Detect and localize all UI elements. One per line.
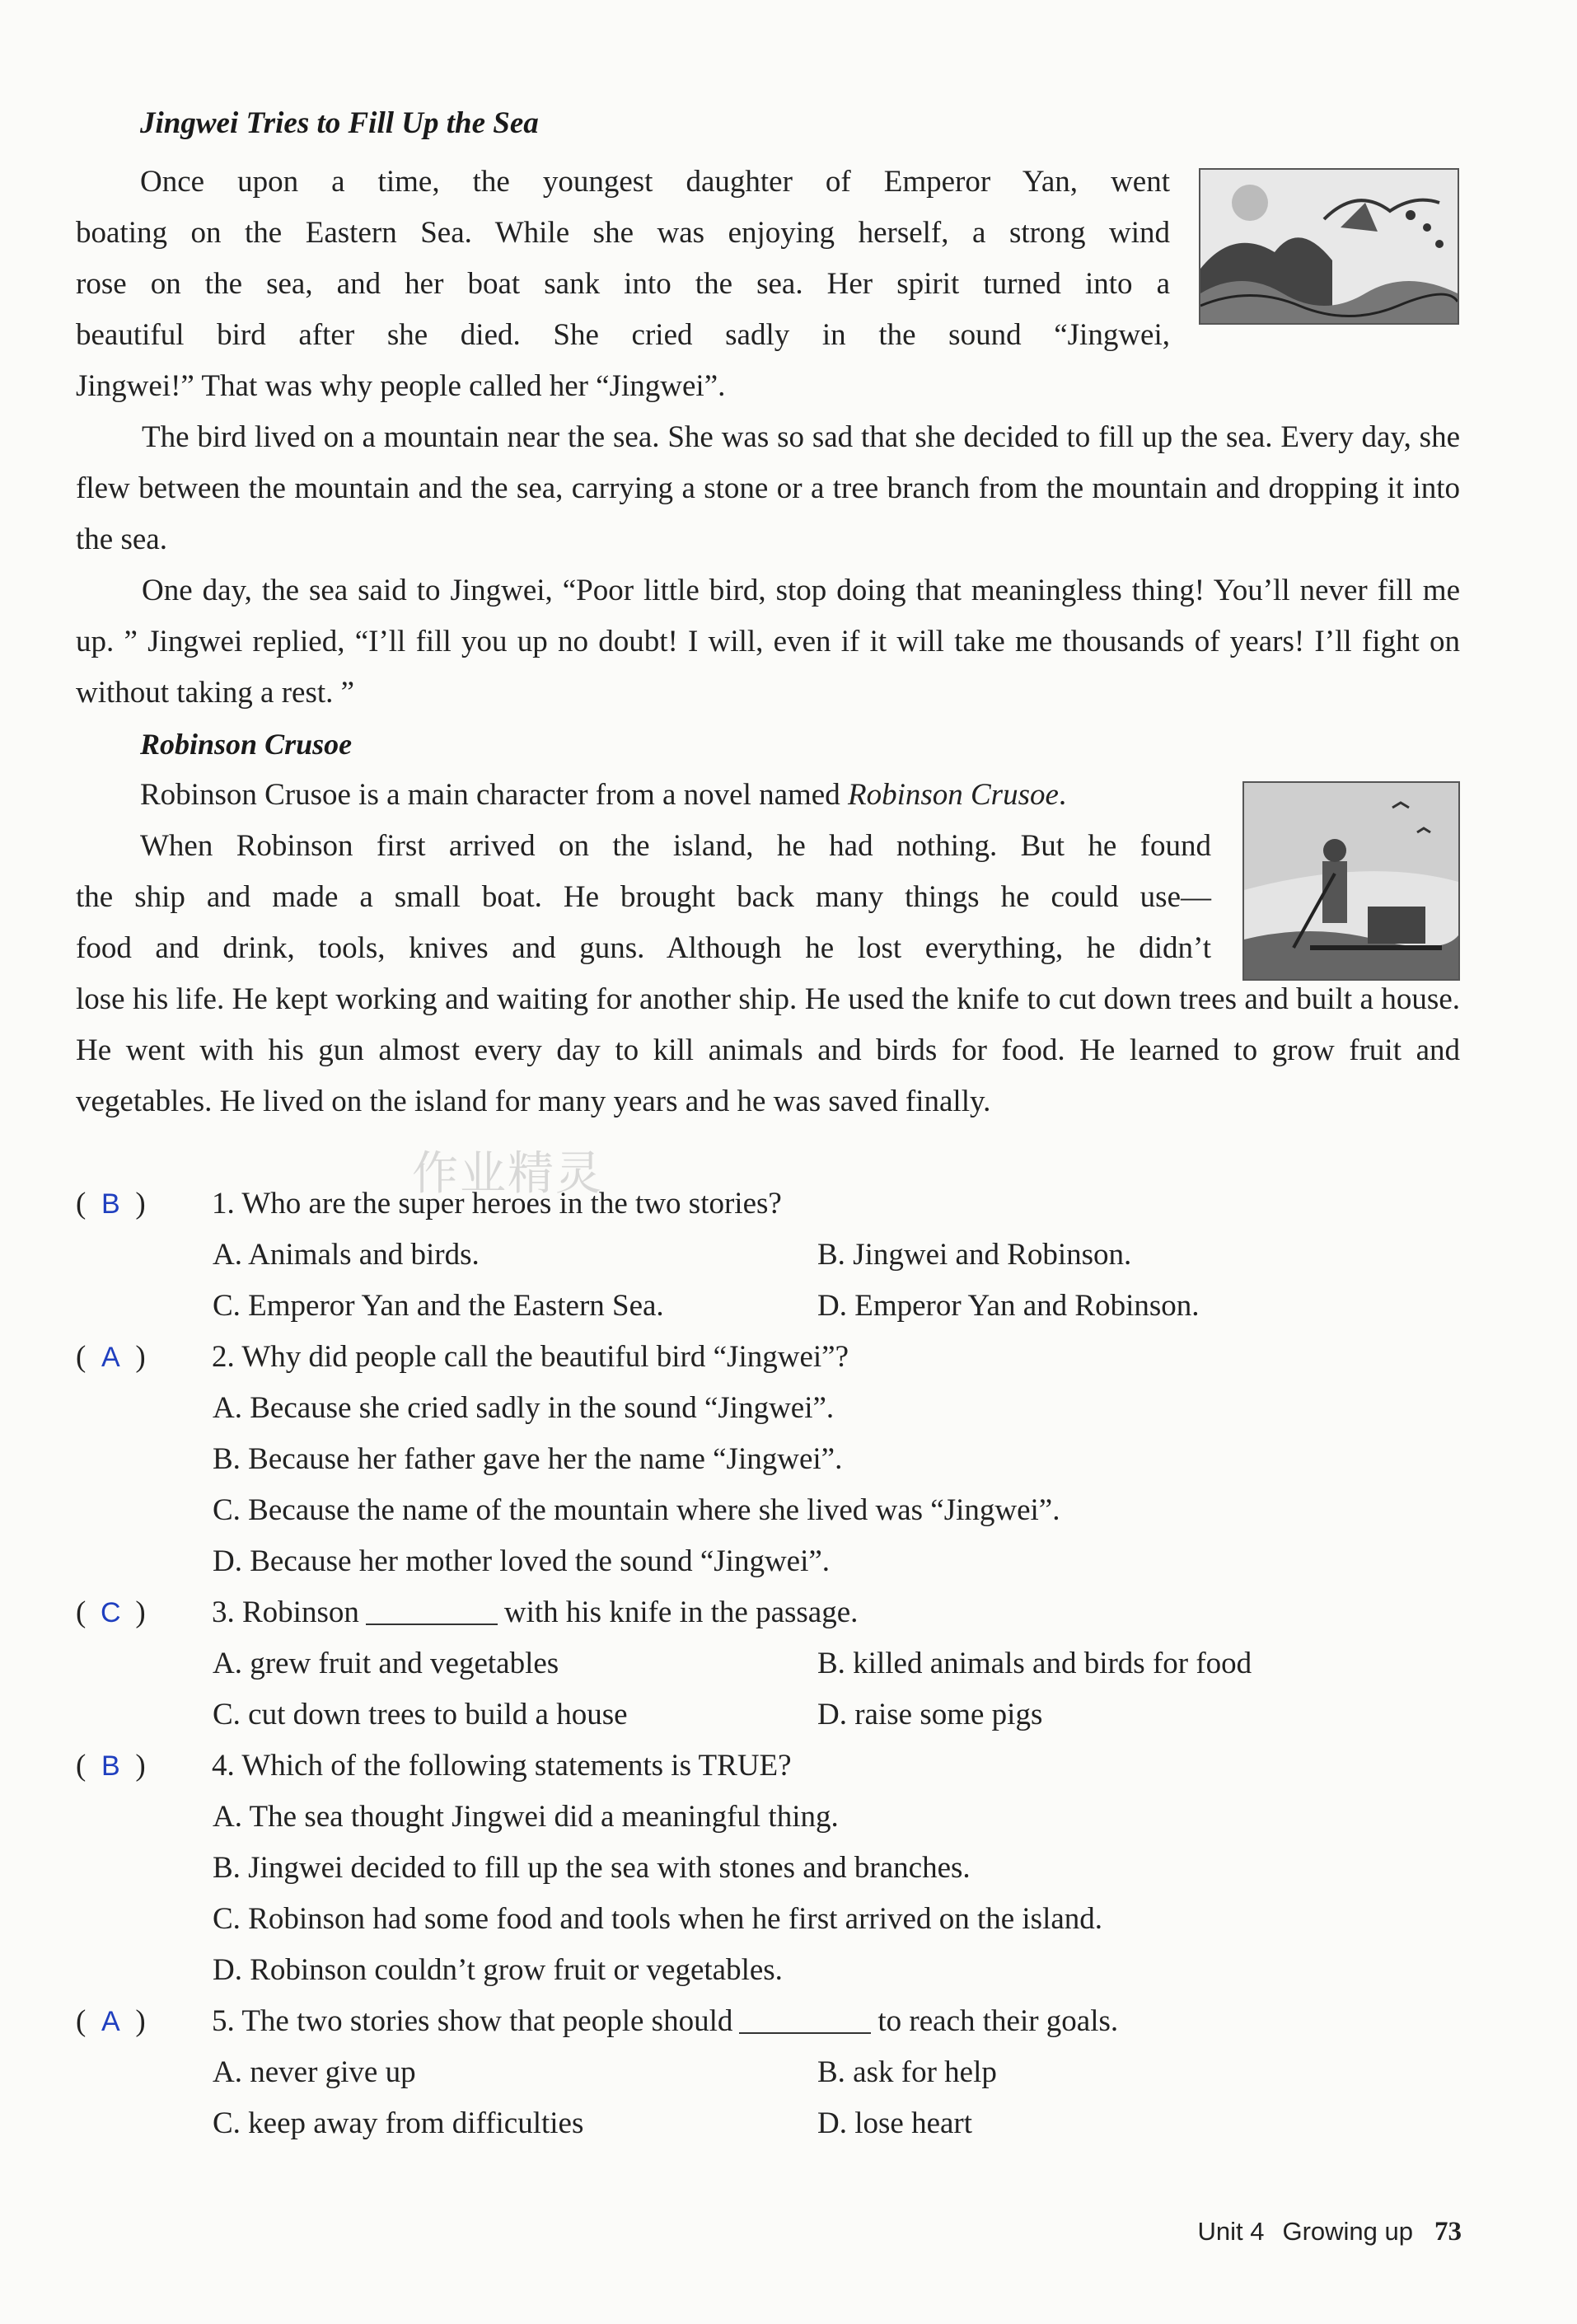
answer-4: B (101, 1750, 120, 1782)
question-3-stem-a: 3. Robinson (212, 1595, 359, 1629)
sea-bird-drawing (1200, 170, 1458, 323)
q4-option-b: B. Jingwei decided to fill up the sea with stones and branches. (213, 1851, 971, 1885)
question-1-stem: 1. Who are the super heroes in the two stories? (212, 1187, 782, 1221)
question-2-stem: 2. Why did people call the beautiful bird “Jingwei”? (212, 1340, 849, 1374)
answer-blank (739, 2004, 871, 2034)
question-2 (76, 1332, 849, 1383)
paren-close: ) (135, 1340, 146, 1374)
story1-p1-line3: rose on the sea, and her boat sank into the sea. Her spirit turned into a (76, 267, 1170, 301)
story1-p3: One day, the sea said to Jingwei, “Poor little bird, stop doing that meaningless thing! You’ll never fill me up. ” Jingwei replied, “I’ll fill you up no doubt! I will, even if it will take me thousands of years! I’ll fight on without taking a rest. ” (76, 574, 1460, 710)
q3-option-d: D. raise some pigs (817, 1698, 1043, 1731)
page-footer (1197, 2217, 1462, 2247)
paren-open: ( (76, 1749, 87, 1783)
q2-option-d: D. Because her mother loved the sound “Jingwei”. (213, 1544, 831, 1578)
story2-title: Robinson Crusoe (140, 728, 353, 761)
story1-p1-line5: Jingwei!” That was why people called her “Jingwei”. (76, 369, 726, 403)
story1-p1-line4: beautiful bird after she died. She cried sadly in the sound “Jingwei, (76, 318, 1170, 352)
answer-5: A (101, 2006, 120, 2037)
story2-p2-line1: When Robinson first arrived on the island, he had nothing. But he found (140, 829, 1211, 863)
q1-option-b: B. Jingwei and Robinson. (817, 1238, 1132, 1272)
q1-option-d: D. Emperor Yan and Robinson. (817, 1289, 1200, 1323)
q3-option-c: C. cut down trees to build a house (213, 1698, 628, 1731)
paren-open: ( (76, 1340, 87, 1374)
q4-option-d: D. Robinson couldn’t grow fruit or vegetables. (213, 1953, 783, 1987)
story2-p1-text: Robinson Crusoe is a main character from a novel named (140, 778, 848, 812)
answer-2: A (101, 1342, 120, 1373)
q2-option-b: B. Because her father gave her the name “Jingwei”. (213, 1442, 843, 1476)
paren-open: ( (76, 1187, 87, 1221)
paren-open: ( (76, 2004, 87, 2038)
answer-1: B (101, 1188, 120, 1220)
question-4 (76, 1741, 792, 1792)
q5-option-c: C. keep away from difficulties (213, 2106, 584, 2140)
q1-option-a: A. Animals and birds. (213, 1238, 480, 1272)
paren-open: ( (76, 1595, 87, 1629)
answer-blank (366, 1595, 498, 1625)
story1-p1-line2: boating on the Eastern Sea. While she was enjoying herself, a strong wind (76, 216, 1170, 250)
q1-option-c: C. Emperor Yan and the Eastern Sea. (213, 1289, 664, 1323)
q5-option-b: B. ask for help (817, 2055, 997, 2089)
story2-p1-end: . (1058, 778, 1067, 812)
q3-option-b: B. killed animals and birds for food (817, 1647, 1252, 1680)
question-1 (76, 1178, 782, 1230)
question-5 (76, 1996, 1118, 2047)
novel-title: Robinson Crusoe (847, 778, 1059, 812)
question-5-stem-a: 5. The two stories show that people should (212, 2004, 733, 2038)
story2-p1 (140, 770, 1211, 821)
footer-topic: Growing up (1282, 2217, 1413, 2246)
castaway-drawing (1244, 783, 1458, 979)
watermark: 作业精灵 (412, 1147, 603, 1201)
jingwei-bird-illustration (1199, 168, 1459, 325)
question-5-stem-b: to reach their goals. (877, 2004, 1119, 2038)
q5-option-d: D. lose heart (817, 2106, 973, 2140)
q4-option-a: A. The sea thought Jingwei did a meaningful thing. (213, 1800, 839, 1834)
story1-title: Jingwei Tries to Fill Up the Sea (140, 106, 539, 140)
footer-unit: Unit 4 (1197, 2217, 1265, 2246)
question-4-stem: 4. Which of the following statements is TRUE? (212, 1749, 792, 1783)
story2-p2-line2: the ship and made a small boat. He brought back many things he could use— (76, 880, 1211, 914)
q4-option-c: C. Robinson had some food and tools when he first arrived on the island. (213, 1902, 1103, 1936)
paren-close: ) (135, 1187, 146, 1221)
story1-p1-line1: Once upon a time, the youngest daughter of Emperor Yan, went (140, 165, 1170, 199)
q3-option-a: A. grew fruit and vegetables (213, 1647, 559, 1680)
paren-close: ) (135, 1595, 146, 1629)
answer-3: C (101, 1597, 121, 1628)
robinson-illustration (1242, 781, 1460, 981)
story2-p2-rest: lose his life. He kept working and waiting for another ship. He used the knife to cut down trees and built a house. He went with his gun almost every day to kill animals and birds for food. He learned to grow fruit and vegetables. He lived on the island for many years and he was saved finally. (76, 982, 1460, 1118)
paren-close: ) (135, 2004, 146, 2038)
question-3 (76, 1587, 858, 1638)
story1-p2: The bird lived on a mountain near the sea. She was so sad that she decided to fill up the sea. Every day, she flew between the mountain and the sea, carrying a stone or a tree branch from the mountain and dropping it into the sea. (76, 420, 1460, 556)
story2-p2-line3: food and drink, tools, knives and guns. Although he lost everything, he didn’t (76, 931, 1211, 965)
question-3-stem-b: with his knife in the passage. (503, 1595, 859, 1629)
q2-option-c: C. Because the name of the mountain where she lived was “Jingwei”. (213, 1493, 1060, 1527)
q5-option-a: A. never give up (213, 2055, 416, 2089)
page-number: 73 (1434, 2217, 1462, 2247)
q2-option-a: A. Because she cried sadly in the sound “Jingwei”. (213, 1391, 835, 1425)
paren-close: ) (135, 1749, 146, 1783)
